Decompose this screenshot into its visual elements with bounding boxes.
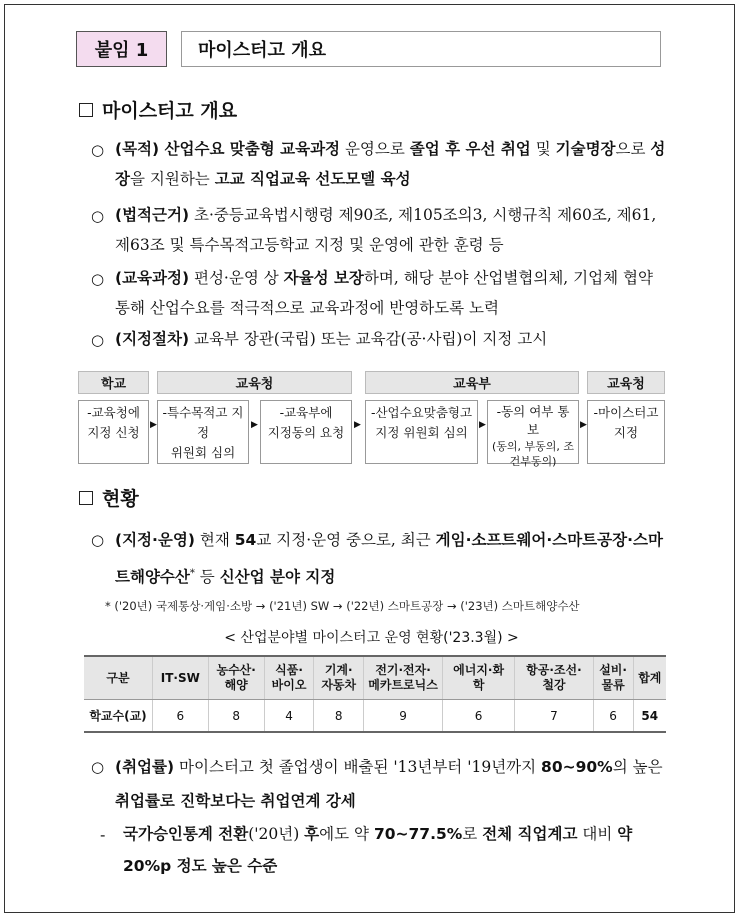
table-header-cell: IT·SW [153,656,209,700]
table-header-cell: 합계 [633,656,666,700]
table-caption: < 산업분야별 마이스터고 운영 현황('23.3월) > [224,630,519,646]
flow-step-apply: -교육청에 지정 신청 [78,400,149,464]
bullet-circle-icon: ○ [91,331,105,349]
flow-arrow-icon: ▶ [580,420,587,430]
designation-procedure-paragraph: (지정절차) 교육부 장관(국립) 또는 교육감(공·사립)이 지정 고시 [115,330,548,348]
flow-header-education-office-2: 교육청 [587,371,665,394]
flow-arrow-icon: ▶ [479,420,486,430]
table-cell: 8 [314,700,364,733]
checkbox-square-icon [79,491,93,505]
table-row [84,700,666,733]
table-row-label: 학교수(교) [84,700,153,733]
flow-header-education-office: 교육청 [157,371,352,394]
purpose-paragraph: (목적) 산업수요 맞춤형 교육과정 운영으로 졸업 후 우선 취업 및 기술명장으로 성장을 지원하는 고교 직업교육 선도모델 육성 [115,140,666,188]
curriculum-paragraph: (교육과정) 편성·운영 상 자율성 보장하며, 해당 분야 산업별협의체, 기업체 협약 통해 산업수요를 적극적으로 교육과정에 반영하도록 노력 [115,269,653,317]
stats-table [84,655,666,733]
employment-rate-paragraph: (취업률) 마이스터고 첫 졸업생이 배출된 '13년부터 '19년까지 80~90%의 높은 취업률로 진학보다는 취업연계 강세 [115,758,663,810]
table-header-row [84,656,666,700]
table-header-cell: 전기·전자· 메카트로닉스 [364,656,443,700]
section-heading-overview [79,96,237,123]
table-cell: 9 [364,700,443,733]
table-cell: 6 [153,700,209,733]
bullet-circle-icon: ○ [91,758,105,776]
section-title: 현황 [102,488,139,510]
legal-basis-paragraph: (법적근거) 초·중등교육법시행령 제90조, 제105조의3, 시행규칙 제60조, 제61, 제63조 및 특수목적고등학교 지정 및 운영에 관한 훈령 등 [115,206,657,254]
flow-arrow-icon: ▶ [150,420,157,430]
flow-arrow-icon: ▶ [354,420,361,430]
flow-header-ministry: 교육부 [365,371,579,394]
bullet-circle-icon: ○ [91,207,105,225]
flow-arrow-icon: ▶ [251,420,258,430]
dash-bullet: - [100,826,106,844]
table-cell: 8 [208,700,264,733]
attachment-badge: 붙임 1 [76,31,167,67]
footnote: * ('20년) 국제통상·게임·소방 → ('21년) SW → ('22년) 스마트공장 → ('23년) 스마트해양수산 [105,599,580,613]
statistics-conversion-paragraph: 국가승인통계 전환('20년) 후에도 약 70~77.5%로 전체 직업계고 대비 약 20%p 정도 높은 수준 [123,825,633,875]
table-cell: 4 [264,700,314,733]
designation-status-paragraph: (지정·운영) 현재 54교 지정·운영 중으로, 최근 게임·소프트웨어·스마트공장·스마트해양수산* 등 신산업 분야 지정 [115,531,663,587]
bullet-circle-icon: ○ [91,270,105,288]
table-header-cell: 항공·조선· 철강 [515,656,593,700]
page-title: 마이스터고 개요 [181,31,661,67]
flow-header-school: 학교 [78,371,149,394]
bullet-circle-icon: ○ [91,141,105,159]
table-cell: 6 [593,700,633,733]
table-header-cell: 농수산· 해양 [208,656,264,700]
section-heading-status [79,484,139,511]
table-header-cell: 구분 [84,656,153,700]
table-header-cell: 에너지·화 학 [443,656,515,700]
table-cell: 6 [443,700,515,733]
table-cell: 7 [515,700,593,733]
flow-step-committee-review: -특수목적고 지정 위원회 심의 [157,400,249,464]
flow-step-ministry-review: -산업수요맞춤형고 지정 위원회 심의 [365,400,478,464]
flow-step-consent-request: -교육부에 지정동의 요청 [260,400,352,464]
table-header-cell: 기계· 자동차 [314,656,364,700]
checkbox-square-icon [79,103,93,117]
table-cell-total: 54 [633,700,666,733]
flow-step-designation: -마이스터고 지정 [587,400,665,464]
table-header-cell: 식품· 바이오 [264,656,314,700]
table-header-cell: 설비· 물류 [593,656,633,700]
section-title: 마이스터고 개요 [102,100,238,122]
bullet-circle-icon: ○ [91,531,105,549]
flow-step-consent-notice: -동의 여부 통보 (동의, 부동의, 조건부동의) [487,400,579,464]
